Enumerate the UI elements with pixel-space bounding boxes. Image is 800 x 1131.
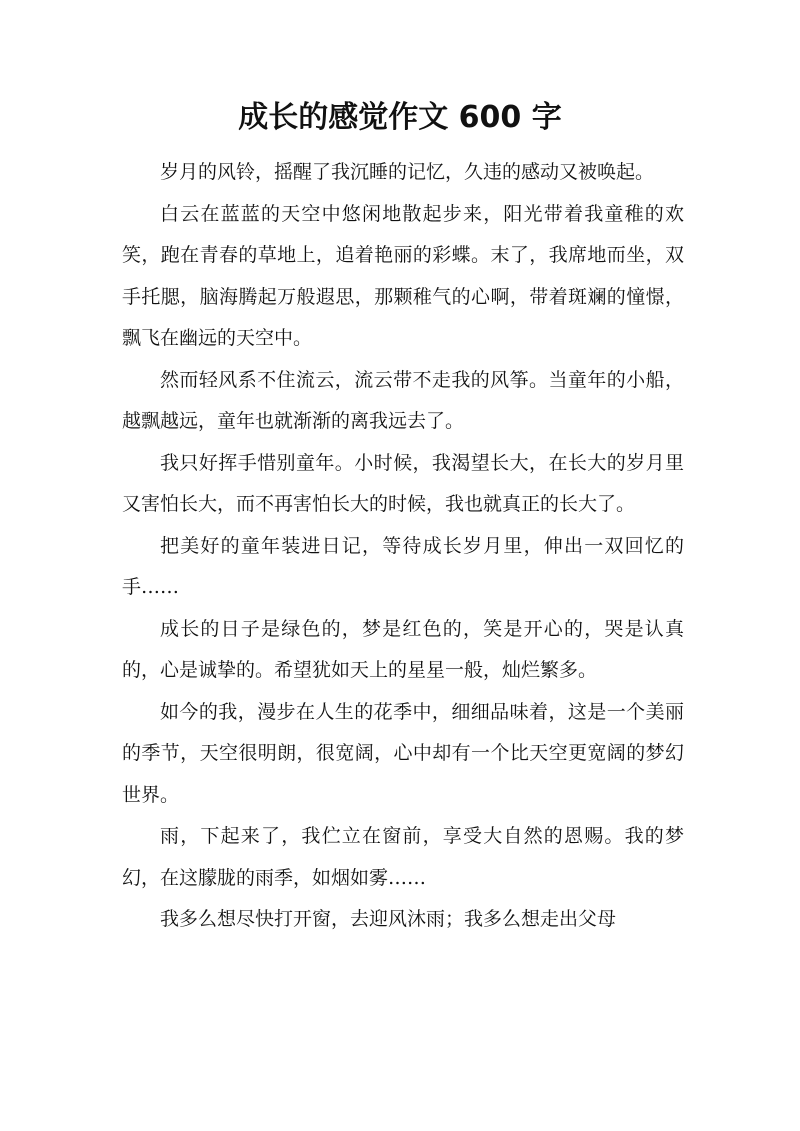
paragraph-5: 把美好的童年装进日记，等待成长岁月里，伸出一双回忆的手…… xyxy=(122,534,684,598)
document-body xyxy=(122,152,684,941)
paragraph-8: 雨，下起来了，我伫立在窗前，享受大自然的恩赐。我的梦幻，在这朦胧的雨季，如烟如雾…… xyxy=(122,825,684,889)
paragraph-6: 成长的日子是绿色的，梦是红色的，笑是开心的，哭是认真的，心是诚挚的。希望犹如天上的星星一般，灿烂繁多。 xyxy=(122,617,684,681)
paragraph-7: 如今的我，漫步在人生的花季中，细细品味着，这是一个美丽的季节，天空很明朗，很宽阔，心中却有一个比天空更宽阔的梦幻世界。 xyxy=(122,700,684,806)
document-title: 成长的感觉作文 600 字 xyxy=(238,100,562,135)
paragraph-3: 然而轻风系不住流云，流云带不走我的风筝。当童年的小船，越飘越远，童年也就渐渐的离我远去了。 xyxy=(122,368,684,432)
paragraph-1: 岁月的风铃，摇醒了我沉睡的记忆，久违的感动又被唤起。 xyxy=(160,161,655,183)
paragraph-4: 我只好挥手惜别童年。小时候，我渴望长大，在长大的岁月里又害怕长大，而不再害怕长大的时候，我也就真正的长大了。 xyxy=(122,451,684,515)
paragraph-9: 我多么想尽快打开窗，去迎风沐雨；我多么想走出父母 xyxy=(160,908,617,930)
paragraph-2: 白云在蓝蓝的天空中悠闲地散起步来，阳光带着我童稚的欢笑，跑在青春的草地上，追着艳丽的彩蝶。末了，我席地而坐，双手托腮，脑海腾起万般遐思，那颗稚气的心啊，带着斑斓的憧憬，飘飞在幽远的天空中。 xyxy=(122,202,684,349)
